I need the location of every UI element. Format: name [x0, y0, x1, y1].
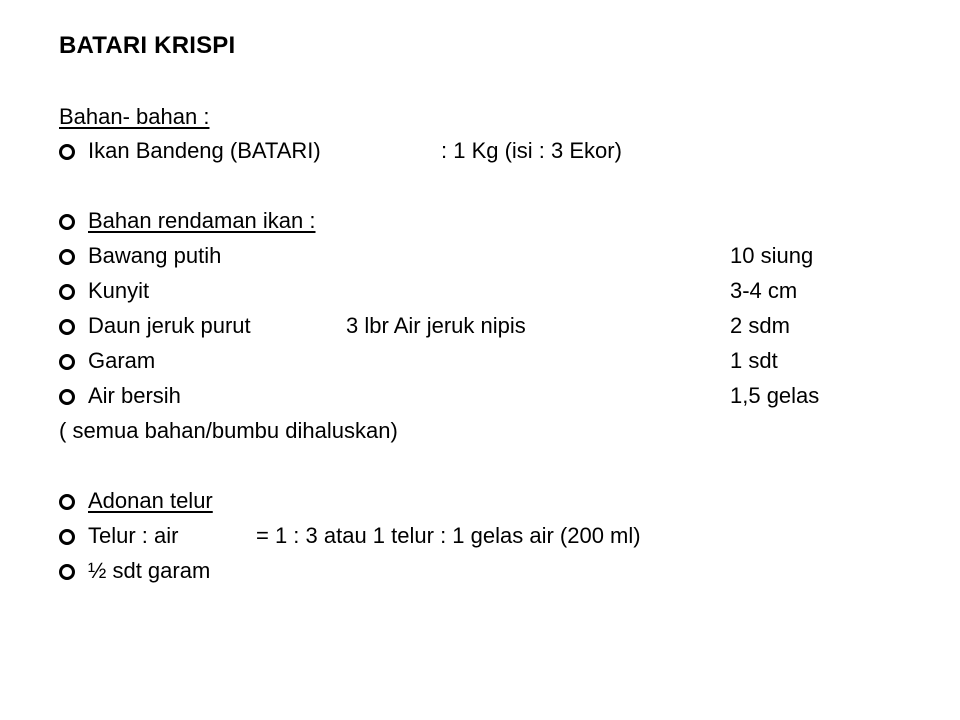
item-label: Air bersih: [88, 383, 181, 408]
item-extra: 3 lbr Air jeruk nipis: [346, 313, 526, 338]
item-label: Bawang putih: [88, 243, 222, 268]
ikan-label: Ikan Bandeng (BATARI): [88, 138, 321, 163]
item-label: Kunyit: [88, 278, 150, 303]
rendaman-note-text: ( semua bahan/bumbu dihaluskan): [59, 418, 398, 443]
circle-bullet-icon: [59, 249, 75, 265]
circle-bullet-icon: [59, 214, 75, 230]
telur-ratio-label: Telur : air: [88, 523, 179, 548]
item-amount: 3-4 cm: [730, 278, 798, 303]
bahan-heading-text: Bahan- bahan :: [59, 104, 210, 129]
circle-bullet-icon: [59, 144, 75, 160]
circle-bullet-icon: [59, 354, 75, 370]
circle-bullet-icon: [59, 389, 75, 405]
telur-heading-text: Adonan telur: [88, 488, 213, 513]
ikan-value: : 1 Kg (isi : 3 Ekor): [441, 138, 622, 163]
telur-heading: [59, 484, 759, 518]
rendaman-heading: [59, 204, 759, 238]
item-label: Daun jeruk purut: [88, 313, 251, 338]
rendaman-heading-text: Bahan rendaman ikan :: [88, 208, 316, 233]
circle-bullet-icon: [59, 319, 75, 335]
page-title: BATARI KRISPI: [59, 32, 236, 59]
circle-bullet-icon: [59, 564, 75, 580]
list-item-telur-ratio: [59, 519, 859, 553]
item-amount: 1 sdt: [730, 348, 778, 373]
list-item: [59, 309, 859, 343]
list-item: [59, 274, 859, 308]
list-item-ikan: [59, 134, 759, 168]
list-item: [59, 379, 859, 413]
telur-garam: ½ sdt garam: [88, 558, 211, 583]
item-label: Garam: [88, 348, 156, 373]
list-item: [59, 239, 859, 273]
telur-ratio-value: = 1 : 3 atau 1 telur : 1 gelas air (200 ml): [256, 523, 641, 548]
circle-bullet-icon: [59, 284, 75, 300]
item-amount: 1,5 gelas: [730, 383, 820, 408]
list-item-garam: [59, 554, 759, 588]
item-amount: 2 sdm: [730, 313, 790, 338]
circle-bullet-icon: [59, 529, 75, 545]
circle-bullet-icon: [59, 494, 75, 510]
item-amount: 10 siung: [730, 243, 814, 268]
list-item: [59, 344, 859, 378]
